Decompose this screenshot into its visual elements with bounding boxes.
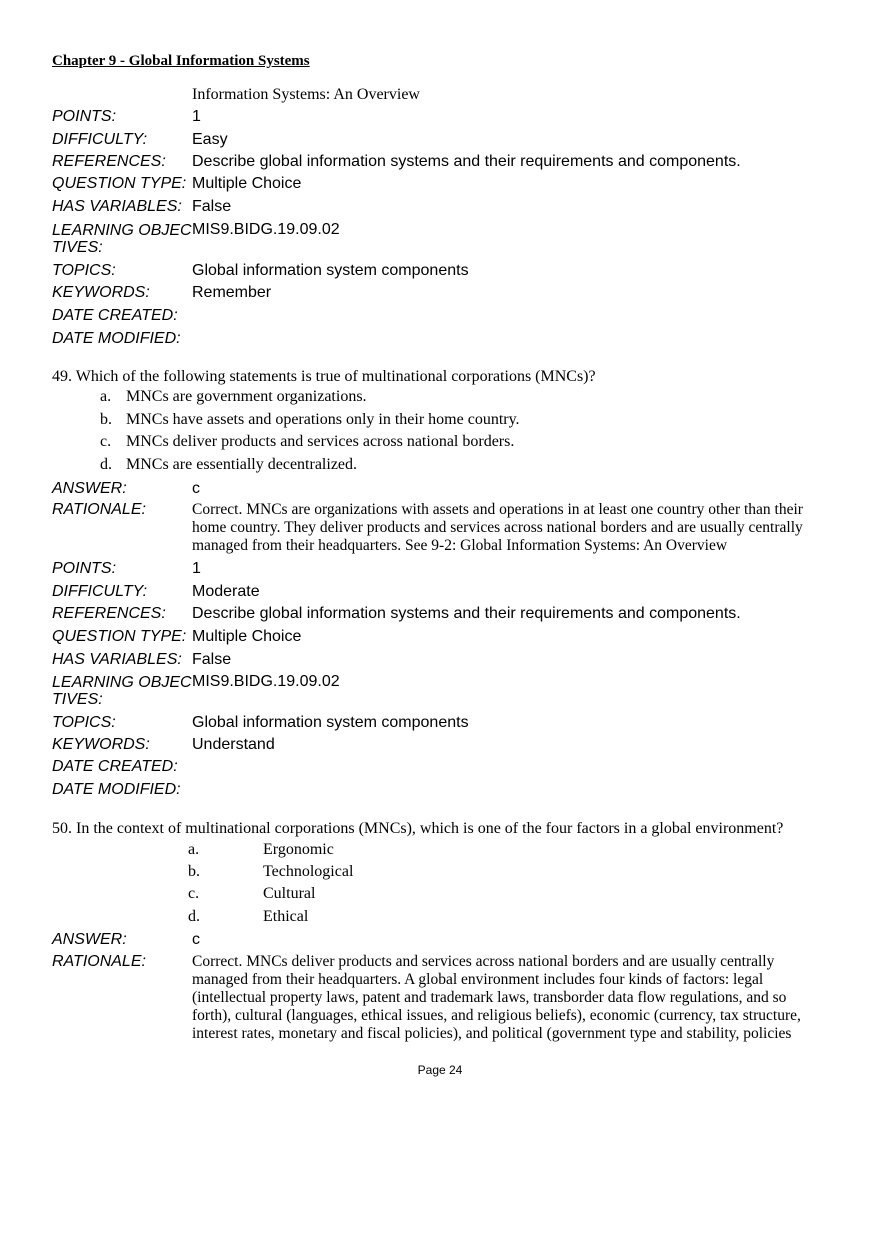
topics-label: TOPICS: xyxy=(52,714,116,731)
has-variables-label: HAS VARIABLES: xyxy=(52,651,182,668)
q49-option-a-text: MNCs are government organizations. xyxy=(126,388,367,405)
rationale-label: RATIONALE: xyxy=(52,953,146,970)
q49-option-b-text: MNCs have assets and operations only in their home country. xyxy=(126,411,520,428)
learning-objectives-value: MIS9.BIDG.19.09.02 xyxy=(192,221,340,238)
difficulty-label: DIFFICULTY: xyxy=(52,131,148,148)
q50-option-b-letter: b. xyxy=(188,863,200,880)
rationale-text: Correct. MNCs deliver products and services across national borders and are usually centrally managed from their headquarters. A global environment includes four kinds of factors: legal (intellectual property laws, patent and trademark laws, transborder data flow regulations, and so forth), cultural (languages, ethical issues, and religious beliefs), economic (currency, tax structure, interest rates, monetary and fiscal policies), and political (government type and stability, policies xyxy=(192,953,801,1042)
topics-value: Global information system components xyxy=(192,262,469,279)
learning-objectives-label: LEARNING OBJECTIVES: xyxy=(52,674,192,708)
q50-option-c-text: Cultural xyxy=(263,885,316,902)
keywords-label: KEYWORDS: xyxy=(52,736,150,753)
date-modified-label: DATE MODIFIED: xyxy=(52,330,181,347)
difficulty-value: Easy xyxy=(192,131,228,148)
question-type-value: Multiple Choice xyxy=(192,628,302,645)
question-type-label: QUESTION TYPE: xyxy=(52,175,187,192)
difficulty-label: DIFFICULTY: xyxy=(52,583,148,600)
difficulty-value: Moderate xyxy=(192,583,260,600)
keywords-value: Understand xyxy=(192,736,275,753)
q50-option-b-text: Technological xyxy=(263,863,354,880)
date-created-label: DATE CREATED: xyxy=(52,307,178,324)
q49-option-c-letter: c. xyxy=(100,433,112,450)
references-value: Describe global information systems and their requirements and components. xyxy=(192,153,741,170)
q49-option-b-letter: b. xyxy=(100,411,112,428)
points-label: POINTS: xyxy=(52,108,117,125)
learning-objectives-label: LEARNING OBJECTIVES: xyxy=(52,222,192,256)
q49-option-d-text: MNCs are essentially decentralized. xyxy=(126,456,358,473)
q50-option-c-letter: c. xyxy=(188,885,200,902)
points-value: 1 xyxy=(192,560,201,577)
topics-value: Global information system components xyxy=(192,714,469,731)
q50-option-a-letter: a. xyxy=(188,841,200,858)
q50-option-d-letter: d. xyxy=(188,908,200,925)
rationale-label: RATIONALE: xyxy=(52,501,146,518)
question-type-value: Multiple Choice xyxy=(192,175,302,192)
question-49-text: 49. Which of the following statements is true of multinational corporations (MNCs)? xyxy=(52,368,596,385)
has-variables-label: HAS VARIABLES: xyxy=(52,198,182,215)
has-variables-value: False xyxy=(192,651,232,668)
references-value: Describe global information systems and their requirements and components. xyxy=(192,605,741,622)
question-50-text: 50. In the context of multinational corporations (MNCs), which is one of the four factors in a global environment? xyxy=(52,820,784,837)
answer-value: c xyxy=(192,931,200,948)
page-number: Page 24 xyxy=(417,1063,463,1077)
rationale-text: Correct. MNCs are organizations with assets and operations in at least one country other than their home country. They deliver products and services across national borders and are usually centrally managed from their headquarters. See 9-2: Global Information Systems: An Overview xyxy=(192,501,803,554)
q49-option-c-text: MNCs deliver products and services across national borders. xyxy=(126,433,515,450)
chapter-title: Chapter 9 - Global Information Systems xyxy=(52,53,310,69)
date-modified-label: DATE MODIFIED: xyxy=(52,781,181,798)
references-label: REFERENCES: xyxy=(52,153,166,170)
has-variables-value: False xyxy=(192,198,232,215)
keywords-value: Remember xyxy=(192,284,272,301)
q50-option-a-text: Ergonomic xyxy=(263,841,334,858)
points-value: 1 xyxy=(192,108,201,125)
q49-option-d-letter: d. xyxy=(100,456,112,473)
q50-option-d-text: Ethical xyxy=(263,908,309,925)
q49-option-a-letter: a. xyxy=(100,388,112,405)
keywords-label: KEYWORDS: xyxy=(52,284,150,301)
answer-value: c xyxy=(192,480,200,497)
references-label: REFERENCES: xyxy=(52,605,166,622)
points-label: POINTS: xyxy=(52,560,117,577)
date-created-label: DATE CREATED: xyxy=(52,758,178,775)
question-type-label: QUESTION TYPE: xyxy=(52,628,187,645)
topics-label: TOPICS: xyxy=(52,262,116,279)
answer-label: ANSWER: xyxy=(52,931,127,948)
reference-continuation: Information Systems: An Overview xyxy=(192,86,420,103)
learning-objectives-value: MIS9.BIDG.19.09.02 xyxy=(192,673,340,690)
answer-label: ANSWER: xyxy=(52,480,127,497)
